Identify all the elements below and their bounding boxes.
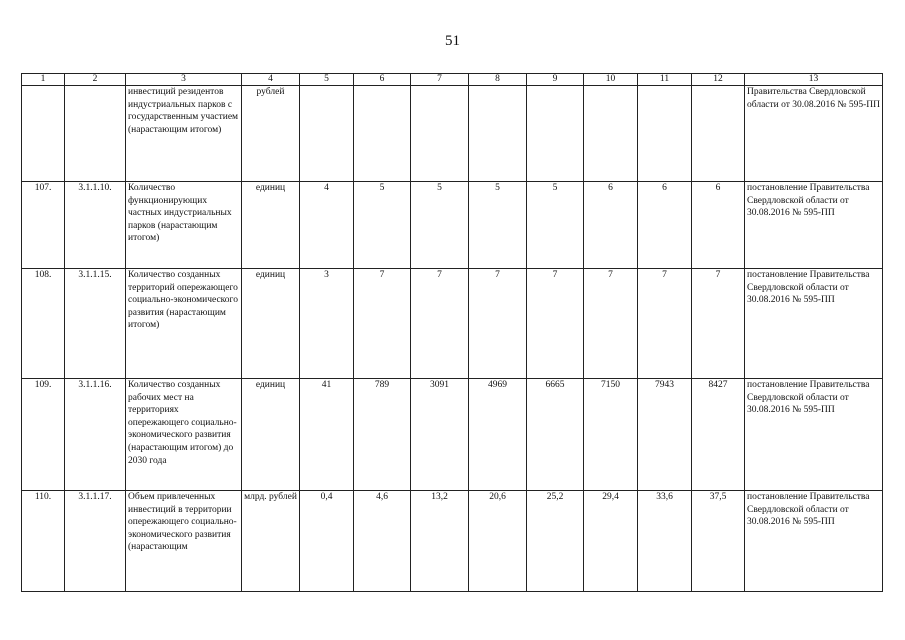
value-cell: 25,2 xyxy=(527,491,584,592)
table-row xyxy=(22,491,883,592)
column-header: 1 xyxy=(22,74,65,86)
value-cell: 5 xyxy=(354,182,411,269)
column-header: 4 xyxy=(242,74,300,86)
value-cell: 7943 xyxy=(638,379,692,491)
unit: млрд. рублей xyxy=(242,491,300,592)
value-cell: 4969 xyxy=(469,379,527,491)
value-cell: 6 xyxy=(584,182,638,269)
unit: единиц xyxy=(242,182,300,269)
value-cell xyxy=(527,86,584,182)
table-header xyxy=(22,74,883,86)
value-cell: 4,6 xyxy=(354,491,411,592)
value-cell: 8427 xyxy=(692,379,745,491)
row-code: 3.1.1.15. xyxy=(65,269,126,379)
row-code: 3.1.1.17. xyxy=(65,491,126,592)
value-cell xyxy=(469,86,527,182)
value-cell: 6 xyxy=(692,182,745,269)
value-cell: 7 xyxy=(354,269,411,379)
row-code: 3.1.1.10. xyxy=(65,182,126,269)
value-cell: 5 xyxy=(411,182,469,269)
row-number: 107. xyxy=(22,182,65,269)
value-cell: 37,5 xyxy=(692,491,745,592)
value-cell: 7150 xyxy=(584,379,638,491)
row-code: 3.1.1.16. xyxy=(65,379,126,491)
value-cell: 5 xyxy=(527,182,584,269)
value-cell: 41 xyxy=(300,379,354,491)
row-number: 108. xyxy=(22,269,65,379)
legal-basis: постановление Правительства Свердловской области от 30.08.2016 № 595-ПП xyxy=(745,491,883,592)
value-cell: 7 xyxy=(692,269,745,379)
value-cell: 7 xyxy=(411,269,469,379)
row-number: 109. xyxy=(22,379,65,491)
value-cell: 7 xyxy=(469,269,527,379)
value-cell: 6 xyxy=(638,182,692,269)
value-cell xyxy=(411,86,469,182)
indicator-table xyxy=(21,73,883,592)
value-cell xyxy=(354,86,411,182)
indicator-name: инвестиций резидентов индустриальных парков с государственным участием (нарастающим итогом) xyxy=(126,86,242,182)
legal-basis: постановление Правительства Свердловской области от 30.08.2016 № 595-ПП xyxy=(745,182,883,269)
table-row xyxy=(22,86,883,182)
indicator-name: Количество созданных территорий опережающего социально-экономического развития (нарастающим итогом) xyxy=(126,269,242,379)
column-header: 3 xyxy=(126,74,242,86)
table-row xyxy=(22,269,883,379)
value-cell: 3 xyxy=(300,269,354,379)
legal-basis: Правительства Свердловской области от 30.08.2016 № 595-ПП xyxy=(745,86,883,182)
value-cell xyxy=(300,86,354,182)
value-cell xyxy=(638,86,692,182)
column-header: 8 xyxy=(469,74,527,86)
column-header: 6 xyxy=(354,74,411,86)
value-cell: 3091 xyxy=(411,379,469,491)
value-cell: 29,4 xyxy=(584,491,638,592)
row-number: 110. xyxy=(22,491,65,592)
column-header: 2 xyxy=(65,74,126,86)
value-cell xyxy=(584,86,638,182)
indicator-name: Количество созданных рабочих мест на территориях опережающего социально-экономического развития (нарастающим итогом) до 2030 года xyxy=(126,379,242,491)
value-cell: 7 xyxy=(527,269,584,379)
unit: рублей xyxy=(242,86,300,182)
unit: единиц xyxy=(242,379,300,491)
column-header: 12 xyxy=(692,74,745,86)
legal-basis: постановление Правительства Свердловской области от 30.08.2016 № 595-ПП xyxy=(745,379,883,491)
column-header: 7 xyxy=(411,74,469,86)
value-cell: 789 xyxy=(354,379,411,491)
page-number: 51 xyxy=(445,33,460,49)
value-cell: 33,6 xyxy=(638,491,692,592)
row-code xyxy=(65,86,126,182)
header-row xyxy=(22,74,883,86)
unit: единиц xyxy=(242,269,300,379)
indicator-name: Объем привлеченных инвестиций в территории опережающего социально-экономического развития (нарастающим xyxy=(126,491,242,592)
column-header: 11 xyxy=(638,74,692,86)
column-header: 10 xyxy=(584,74,638,86)
indicator-name: Количество функционирующих частных индустриальных парков (нарастающим итогом) xyxy=(126,182,242,269)
value-cell: 0,4 xyxy=(300,491,354,592)
column-header: 13 xyxy=(745,74,883,86)
column-header: 5 xyxy=(300,74,354,86)
row-number xyxy=(22,86,65,182)
value-cell: 4 xyxy=(300,182,354,269)
column-header: 9 xyxy=(527,74,584,86)
value-cell: 5 xyxy=(469,182,527,269)
value-cell: 7 xyxy=(584,269,638,379)
table-row xyxy=(22,182,883,269)
value-cell: 6665 xyxy=(527,379,584,491)
table-row xyxy=(22,379,883,491)
legal-basis: постановление Правительства Свердловской области от 30.08.2016 № 595-ПП xyxy=(745,269,883,379)
value-cell: 20,6 xyxy=(469,491,527,592)
value-cell: 7 xyxy=(638,269,692,379)
value-cell xyxy=(692,86,745,182)
value-cell: 13,2 xyxy=(411,491,469,592)
